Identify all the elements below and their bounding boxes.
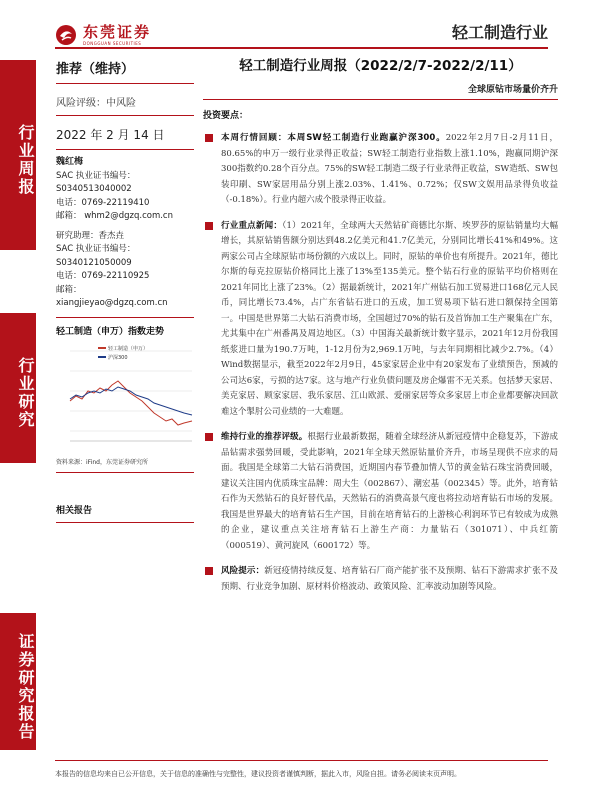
analyst-cert-label: SAC 执业证书编号： xyxy=(56,170,136,181)
report-date: 2022 年 2 月 14 日 xyxy=(56,128,165,142)
analyst-email: 邮箱： whm2@dgzq.com.cn xyxy=(56,211,173,221)
assistant-cert-label: SAC 执业证书编号： xyxy=(56,244,136,254)
header xyxy=(0,0,600,50)
assistant-cert-no: S0340121050009 xyxy=(56,257,132,268)
related-reports-heading: 相关报告 xyxy=(56,505,93,516)
report-subtitle: 全球原钻市场量价齐升 xyxy=(467,85,558,95)
logo-mark-icon xyxy=(55,24,77,46)
bullet-heading: 本周行情回顾：本周SW轻工制造行业跑赢沪深300。 xyxy=(221,133,446,143)
chart-title: 轻工制造（申万）指数走势 xyxy=(56,326,165,337)
analyst-block xyxy=(56,156,194,224)
bullet-heading: 风险提示： xyxy=(221,566,265,576)
divider xyxy=(56,522,194,523)
bullet-heading: 维持行业的推荐评级。 xyxy=(221,432,308,442)
header-divider xyxy=(55,47,548,49)
main-content xyxy=(203,54,558,595)
bullet-industry-news xyxy=(203,219,558,421)
chart-source: 资料来源：iFind，东莞证券研究所 xyxy=(56,458,148,466)
bullet-body: （1）2021年，全球两大天然钻矿商德比尔斯、埃罗莎的原钻销量均大幅增长，其原钻销售额分别达到48.2亿美元和41.7亿美元，分别同比增长41%和49%。这两家公司占全球原钻市场份额的六成以上。同时，原钻的单价也有所提升。2021年，德比尔斯的每克拉原钻价格同比上涨了13%至135美元。整个钻石行业的原钻平均价格则在2021年同比上涨了23%。（2）据最新统计，2021年广州钻石加工贸易进口168亿元人民币，同比增长73.4%，占广东省钻石进口的五成，加工贸易项下钻石进口额保持全国第一。中国是世界第二大钻石消费市场，全国超过70%的钻石及首饰加工生产聚集在广东，尤其集中在广州番禺及周边地区。（3）中国海关最新统计数字显示，2021年12月份我国纸浆进口量为190.7万吨，1-12月份为2,969.1万吨，与去年同期相比减少2.7%。（4）Wind数据显示，截至2022年2月9日，45家家居企业中有20家发布了业绩预告，预减的公司达6家，亏损的达7家。这与地产行业负债问题及房企爆雷不无关系。包括梦天家居、美克家居、顾家家居、我乐家居、江山欧派、爱丽家居等众多家居上市企业都要解决回款难这个掣肘公司业绩的一大难题。 xyxy=(221,220,558,417)
legend-label: 沪深300 xyxy=(108,354,128,361)
divider xyxy=(56,317,194,318)
logo-text-cn: 东莞证券 xyxy=(83,22,152,41)
assistant-email-label: 邮箱： xyxy=(56,284,82,295)
bullet-recommendation xyxy=(203,430,558,554)
series-line-light-industry xyxy=(70,381,192,425)
divider xyxy=(56,115,194,116)
assistant-name: 研究助理：香杰垚 xyxy=(56,230,125,241)
legend-item xyxy=(98,345,148,352)
sidebar xyxy=(0,60,36,750)
bullet-square-icon xyxy=(205,134,213,142)
sidebar-label-weekly: 行业周报 xyxy=(0,60,36,250)
bullet-body: 2022年2月7日-2月11日，80.65%的申万一级行业录得正收益；SW轻工制造行业指数上涨1.10%，跑赢同期沪深300指数约0.28个百分点。75%的SW轻工制造二级子行业录得正收益，SW造纸、SW包装印刷、SW家居用品分别上涨2.03%、1.41%、0.72%；仅SW文娱用品录得负收益（-0.18%）。行业内超六成个股录得正收益。 xyxy=(221,133,558,205)
divider xyxy=(56,83,194,84)
left-column xyxy=(56,54,194,529)
bullet-market-review xyxy=(203,131,558,209)
legend-item xyxy=(98,354,148,361)
sidebar-label-securities-report: 证券研究报告 xyxy=(0,613,36,750)
footer-disclaimer: 本报告的信息均来自已公开信息，关于信息的准确性与完整性，建议投资者谨慎判断，据此入市，风险自担。请务必阅读末页声明。 xyxy=(55,770,461,778)
bullet-square-icon xyxy=(205,567,213,575)
logo xyxy=(55,24,151,46)
bullet-body: 新冠疫情持续反复、培育钻石厂商产能扩张不及预期、钻石下游需求扩张不及预期、行业竞争加剧、原材料价格波动、政策风险、汇率波动加剧等风险。 xyxy=(221,566,558,592)
sidebar-label-industry-research: 行业研究 xyxy=(0,313,36,463)
index-trend-chart xyxy=(56,341,194,451)
analyst-name: 魏红梅 xyxy=(56,157,84,167)
bullet-square-icon xyxy=(205,222,213,230)
analyst-cert-no: S0340513040002 xyxy=(56,184,132,194)
legend-label: 轻工制造（申万） xyxy=(108,345,149,352)
bullet-heading: 行业重点新闻： xyxy=(221,220,283,231)
analyst-phone: 电话：0769-22119410 xyxy=(56,197,150,208)
assistant-block xyxy=(56,230,194,311)
footer-divider xyxy=(55,760,548,761)
chart-legend xyxy=(98,345,148,361)
assistant-phone: 电话：0769-22110925 xyxy=(56,271,150,281)
logo-text-en: DONGGUAN SECURITIES xyxy=(83,40,142,46)
assistant-email: xiangjieyao@dgzq.com.cn xyxy=(56,298,168,308)
investment-points-label: 投资要点： xyxy=(203,111,249,121)
rating: 推荐（维持） xyxy=(56,62,135,77)
bullet-square-icon xyxy=(205,433,213,441)
bullet-risk-warning xyxy=(203,564,558,595)
risk-rating: 风险评级：中风险 xyxy=(56,98,136,109)
divider xyxy=(56,149,194,150)
divider xyxy=(56,472,194,473)
report-title: 轻工制造行业周报（2022/2/7-2022/2/11） xyxy=(239,58,522,74)
bullet-body: 根据行业最新数据，随着全球经济从新冠疫情中企稳复苏，下游成品钻需求强势回暖，受此影响，2021年全球天然原钻量价齐升，市场呈现供不应求的局面。我国是全球第二大钻石消费国，近期国内春节叠加情人节的黄金钻石珠宝消费回暖，建议关注国内优质珠宝品牌：周大生（002867）、潮宏基（002345）等。此外，培育钻石作为天然钻石的良好替代品，天然钻石的消费高景气度也将拉动培育钻石市场的发展。我国是世界最大的培育钻石生产国，目前在培育钻石的上游核心利润环节已有较成为成熟的企业，建议重点关注培育钻石上游生产商：力量钻石（301071）、中兵红箭（000519）、黄河旋风（600172）等。 xyxy=(221,432,558,551)
subtitle-divider xyxy=(203,99,558,100)
industry-name: 轻工制造行业 xyxy=(451,23,548,42)
